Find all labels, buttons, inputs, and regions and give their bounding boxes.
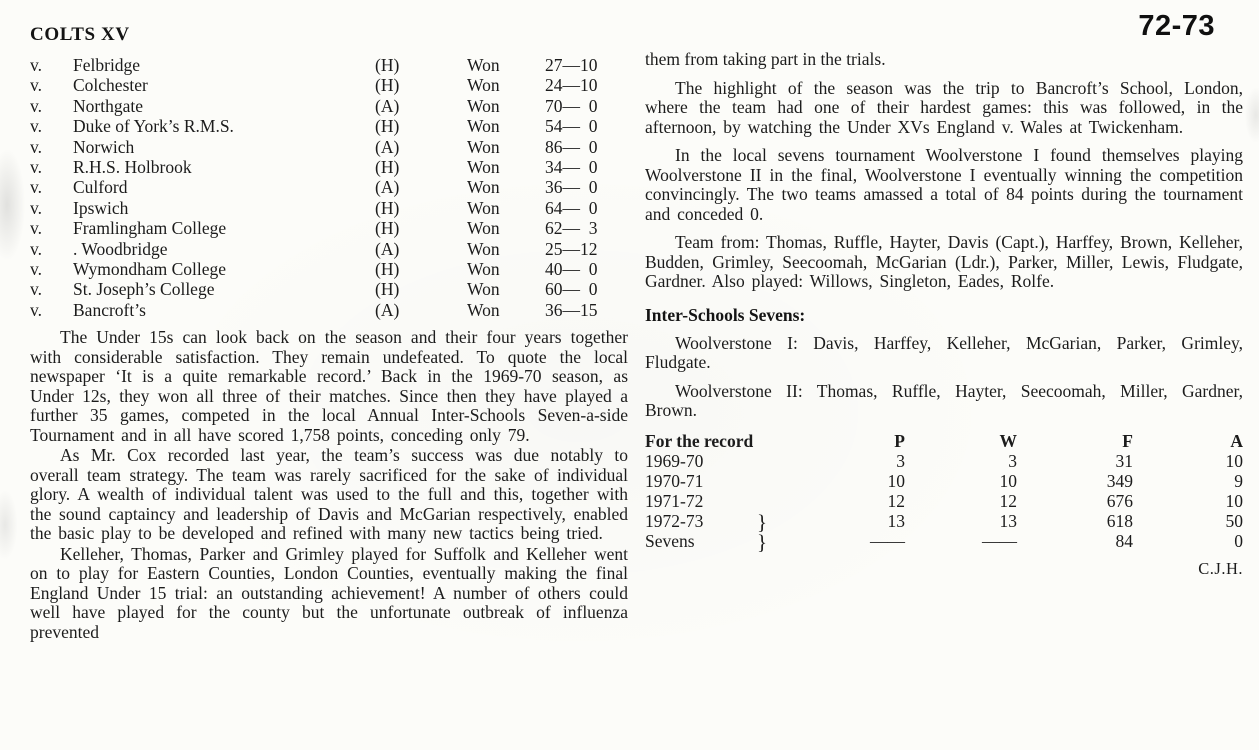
record-row bbox=[645, 451, 1243, 471]
score-against: 0 bbox=[588, 157, 598, 178]
venue-label: (A) bbox=[375, 95, 400, 116]
record-table-header bbox=[645, 431, 1243, 451]
opponent-name: Culford bbox=[73, 177, 128, 198]
result-label: Won bbox=[467, 177, 500, 198]
match-row bbox=[30, 198, 628, 218]
score-against: 12 bbox=[580, 238, 598, 259]
record-for-value: 676 bbox=[1106, 490, 1133, 511]
venue-label: (A) bbox=[375, 136, 400, 157]
record-played-value: 10 bbox=[887, 470, 905, 491]
result-label: Won bbox=[467, 95, 500, 116]
score-for: 27 bbox=[545, 55, 563, 75]
versus-label: v. bbox=[30, 299, 42, 320]
score-for: 64 bbox=[545, 197, 563, 218]
record-played-value: 12 bbox=[887, 490, 905, 511]
score-dash: — bbox=[562, 116, 580, 137]
season-text: 1970-71 bbox=[645, 470, 704, 491]
result-label: Won bbox=[467, 218, 500, 239]
page-number: 72-73 bbox=[1138, 10, 1215, 42]
right-column-paragraphs bbox=[645, 79, 1243, 292]
sevens-team-lists bbox=[645, 334, 1243, 421]
versus-label: v. bbox=[30, 136, 42, 157]
opponent-name: Wymondham College bbox=[73, 259, 227, 280]
season-text: 1971-72 bbox=[645, 490, 704, 511]
sevens-team-paragraph: Woolverstone II: Thomas, Ruffle, Hayter, Seecoomah, Miller, Gardner, Brown. bbox=[645, 380, 1243, 420]
score-for: 54 bbox=[545, 116, 563, 137]
result-label: Won bbox=[467, 197, 500, 218]
match-row bbox=[30, 239, 628, 259]
versus-label: v. bbox=[30, 116, 42, 137]
score-dash: — bbox=[562, 197, 580, 218]
match-results-table bbox=[30, 55, 628, 320]
record-for-value: 618 bbox=[1106, 510, 1133, 531]
column-header-won: W bbox=[999, 430, 1017, 451]
opponent-name: Bancroft’s bbox=[73, 299, 146, 320]
record-played-value: 13 bbox=[887, 510, 905, 531]
venue-label: (H) bbox=[375, 75, 400, 96]
versus-label: v. bbox=[30, 95, 42, 116]
venue-label: (H) bbox=[375, 55, 400, 75]
record-won-value: 3 bbox=[1008, 450, 1017, 471]
match-score bbox=[545, 239, 628, 259]
result-label: Won bbox=[467, 157, 500, 178]
score-against: 0 bbox=[588, 259, 598, 280]
left-column bbox=[30, 24, 628, 642]
opponent-name: St. Joseph’s College bbox=[73, 279, 215, 300]
record-season-label bbox=[645, 491, 825, 511]
score-against: 10 bbox=[580, 55, 598, 75]
record-season-label bbox=[645, 509, 825, 534]
versus-label: v. bbox=[30, 197, 42, 218]
record-won-value: 13 bbox=[999, 510, 1017, 531]
match-score bbox=[545, 218, 628, 238]
match-row bbox=[30, 279, 628, 299]
score-dash: — bbox=[562, 75, 580, 96]
match-score bbox=[545, 279, 628, 299]
for-the-record-table bbox=[645, 430, 1243, 554]
score-dash: — bbox=[562, 177, 580, 198]
match-row bbox=[30, 137, 628, 157]
versus-label: v. bbox=[30, 259, 42, 280]
score-dash: — bbox=[562, 238, 580, 259]
opponent-name: Northgate bbox=[73, 95, 143, 116]
score-for: 86 bbox=[545, 136, 563, 157]
result-label: Won bbox=[467, 136, 500, 157]
opponent-name: Duke of York’s R.M.S. bbox=[73, 116, 234, 137]
record-for-value: 84 bbox=[1115, 530, 1133, 551]
venue-label: (H) bbox=[375, 259, 400, 280]
versus-label: v. bbox=[30, 75, 42, 96]
versus-label: v. bbox=[30, 279, 42, 300]
record-row bbox=[645, 471, 1243, 491]
versus-label: v. bbox=[30, 218, 42, 239]
score-against: 0 bbox=[588, 177, 598, 198]
season-text: 1969-70 bbox=[645, 450, 704, 471]
body-paragraph: The highlight of the season was the trip to Bancroft’s School, London, where the team had one of their hardest games: this was followed, in the afternoon, by watching the Under XVs England v. Wales at Twickenham. bbox=[645, 77, 1243, 137]
record-for-value: 31 bbox=[1115, 450, 1133, 471]
score-for: 62 bbox=[545, 218, 563, 239]
score-for: 24 bbox=[545, 75, 563, 96]
score-dash: — bbox=[562, 95, 580, 116]
result-label: Won bbox=[467, 238, 500, 259]
column-header-played: P bbox=[894, 430, 905, 451]
versus-label: v. bbox=[30, 238, 42, 259]
match-score bbox=[545, 259, 628, 279]
score-for: 25 bbox=[545, 238, 563, 259]
match-row bbox=[30, 177, 628, 197]
match-row bbox=[30, 300, 628, 320]
match-score bbox=[545, 198, 628, 218]
opponent-name: Ipswich bbox=[73, 197, 129, 218]
record-against-value: 9 bbox=[1234, 470, 1243, 491]
author-initials: C.J.H. bbox=[1198, 558, 1243, 578]
season-text: 1972-73 bbox=[645, 510, 704, 531]
record-table-rows bbox=[645, 450, 1243, 554]
record-played-value: —— bbox=[870, 530, 905, 551]
score-for: 40 bbox=[545, 259, 563, 280]
record-row bbox=[645, 491, 1243, 511]
record-against-value: 10 bbox=[1225, 490, 1243, 511]
body-paragraph: As Mr. Cox recorded last year, the team’s success was due notably to overall team strategy. The team was rarely sacrificed for the sake of individual glory. A wealth of individual talent was used to the full and this, together with the sound captaincy and leadership of Davis and McGarian respectively, enabled the basic play to be developed and refined with many new tactics being tried. bbox=[30, 445, 628, 544]
opponent-name: Colchester bbox=[73, 75, 148, 96]
venue-label: (H) bbox=[375, 197, 400, 218]
body-paragraph: The Under 15s can look back on the season and their four years together with considerable satisfaction. They remain undefeated. To quote the local newspaper ‘It is a quite remarkable record.’ Back in the 1969-70 season, as Under 12s, they won all three of their matches. Since then they have played a further 35 games, competed in the local Annual Inter-Schools Seven-a-side Tournament and in all have scored 1,758 points, conceding only 79. bbox=[30, 327, 628, 445]
record-season-label bbox=[645, 451, 825, 471]
result-label: Won bbox=[467, 55, 500, 75]
result-label: Won bbox=[467, 259, 500, 280]
venue-label: (A) bbox=[375, 299, 400, 320]
result-label: Won bbox=[467, 279, 500, 300]
match-row bbox=[30, 116, 628, 136]
record-row bbox=[645, 509, 1243, 534]
record-for-value: 349 bbox=[1106, 470, 1133, 491]
match-row bbox=[30, 96, 628, 116]
opponent-name: Norwich bbox=[73, 136, 135, 157]
venue-label: (H) bbox=[375, 218, 400, 239]
score-against: 3 bbox=[588, 218, 598, 239]
opponent-name: . Woodbridge bbox=[73, 238, 168, 259]
record-against-value: 10 bbox=[1225, 450, 1243, 471]
column-header-for: F bbox=[1122, 430, 1133, 451]
versus-label: v. bbox=[30, 177, 42, 198]
match-score bbox=[545, 75, 628, 95]
continuation-line: them from taking part in the trials. bbox=[645, 49, 886, 69]
match-score bbox=[545, 116, 628, 136]
season-text: Sevens bbox=[645, 530, 695, 551]
match-row bbox=[30, 157, 628, 177]
opponent-name: R.H.S. Holbrook bbox=[73, 157, 192, 178]
grouping-brace: } bbox=[757, 509, 768, 534]
result-label: Won bbox=[467, 299, 500, 320]
match-row bbox=[30, 218, 628, 238]
score-for: 60 bbox=[545, 279, 563, 300]
record-won-value: —— bbox=[982, 530, 1017, 551]
body-paragraph: Kelleher, Thomas, Parker and Grimley played for Suffolk and Kelleher went on to play for Eastern Counties, London Counties, eventually making the final England Under 15 trial: an outstanding achievement! A number of others could well have played for the county but the unfortunate outbreak of influenza prevented bbox=[30, 543, 628, 642]
score-against: 0 bbox=[588, 279, 598, 300]
result-label: Won bbox=[467, 75, 500, 96]
left-column-paragraphs bbox=[30, 328, 628, 642]
score-dash: — bbox=[562, 136, 580, 157]
score-dash: — bbox=[562, 55, 580, 75]
record-against-value: 0 bbox=[1234, 530, 1243, 551]
venue-label: (A) bbox=[375, 177, 400, 198]
score-for: 70 bbox=[545, 95, 563, 116]
opponent-name: Felbridge bbox=[73, 55, 141, 75]
match-score bbox=[545, 96, 628, 116]
inter-schools-sevens-heading: Inter-Schools Sevens: bbox=[645, 304, 806, 325]
score-for: 34 bbox=[545, 157, 563, 178]
venue-label: (H) bbox=[375, 157, 400, 178]
venue-label: (A) bbox=[375, 238, 400, 259]
score-against: 15 bbox=[580, 299, 598, 320]
score-against: 0 bbox=[588, 95, 598, 116]
score-against: 0 bbox=[588, 136, 598, 157]
grouping-brace: } bbox=[757, 529, 768, 554]
versus-label: v. bbox=[30, 157, 42, 178]
venue-label: (H) bbox=[375, 279, 400, 300]
record-against-value: 50 bbox=[1225, 510, 1243, 531]
record-row bbox=[645, 529, 1243, 554]
match-score bbox=[545, 157, 628, 177]
score-dash: — bbox=[562, 157, 580, 178]
score-dash: — bbox=[562, 259, 580, 280]
record-played-value: 3 bbox=[896, 450, 905, 471]
score-for: 36 bbox=[545, 299, 563, 320]
score-dash: — bbox=[562, 279, 580, 300]
opponent-name: Framlingham College bbox=[73, 218, 227, 239]
body-paragraph: Team from: Thomas, Ruffle, Hayter, Davis (Capt.), Harffey, Brown, Kelleher, Budden, Grimley, Seecoomah, McGarian (Ldr.), Parker, Miller, Lewis, Fludgate, Gardner. Also played: Willows, Singleton, Eades, Rolfe. bbox=[645, 232, 1243, 291]
match-score bbox=[545, 300, 628, 320]
right-column bbox=[645, 50, 1243, 579]
versus-label: v. bbox=[30, 55, 42, 75]
record-season-label bbox=[645, 529, 825, 554]
result-label: Won bbox=[467, 116, 500, 137]
score-dash: — bbox=[562, 218, 580, 239]
score-against: 10 bbox=[580, 75, 598, 96]
match-score bbox=[545, 137, 628, 157]
record-won-value: 10 bbox=[999, 470, 1017, 491]
score-against: 0 bbox=[588, 116, 598, 137]
venue-label: (H) bbox=[375, 116, 400, 137]
body-paragraph: In the local sevens tournament Woolverstone I found themselves playing Woolverstone II in the final, Woolverstone I eventually winning the competition convincingly. The two teams amassed a total of 84 points during the tournament and conceded 0. bbox=[645, 145, 1243, 224]
match-score bbox=[545, 55, 628, 75]
match-row bbox=[30, 55, 628, 75]
score-dash: — bbox=[562, 299, 580, 320]
record-season-label bbox=[645, 471, 825, 491]
score-for: 36 bbox=[545, 177, 563, 198]
match-score bbox=[545, 177, 628, 197]
record-won-value: 12 bbox=[999, 490, 1017, 511]
score-against: 0 bbox=[588, 197, 598, 218]
record-table-title: For the record bbox=[645, 430, 754, 451]
sevens-team-paragraph: Woolverstone I: Davis, Harffey, Kelleher, McGarian, Parker, Grimley, Fludgate. bbox=[645, 332, 1243, 372]
column-header-against: A bbox=[1230, 430, 1243, 451]
match-row bbox=[30, 259, 628, 279]
section-title: COLTS XV bbox=[30, 24, 130, 45]
match-row bbox=[30, 75, 628, 95]
